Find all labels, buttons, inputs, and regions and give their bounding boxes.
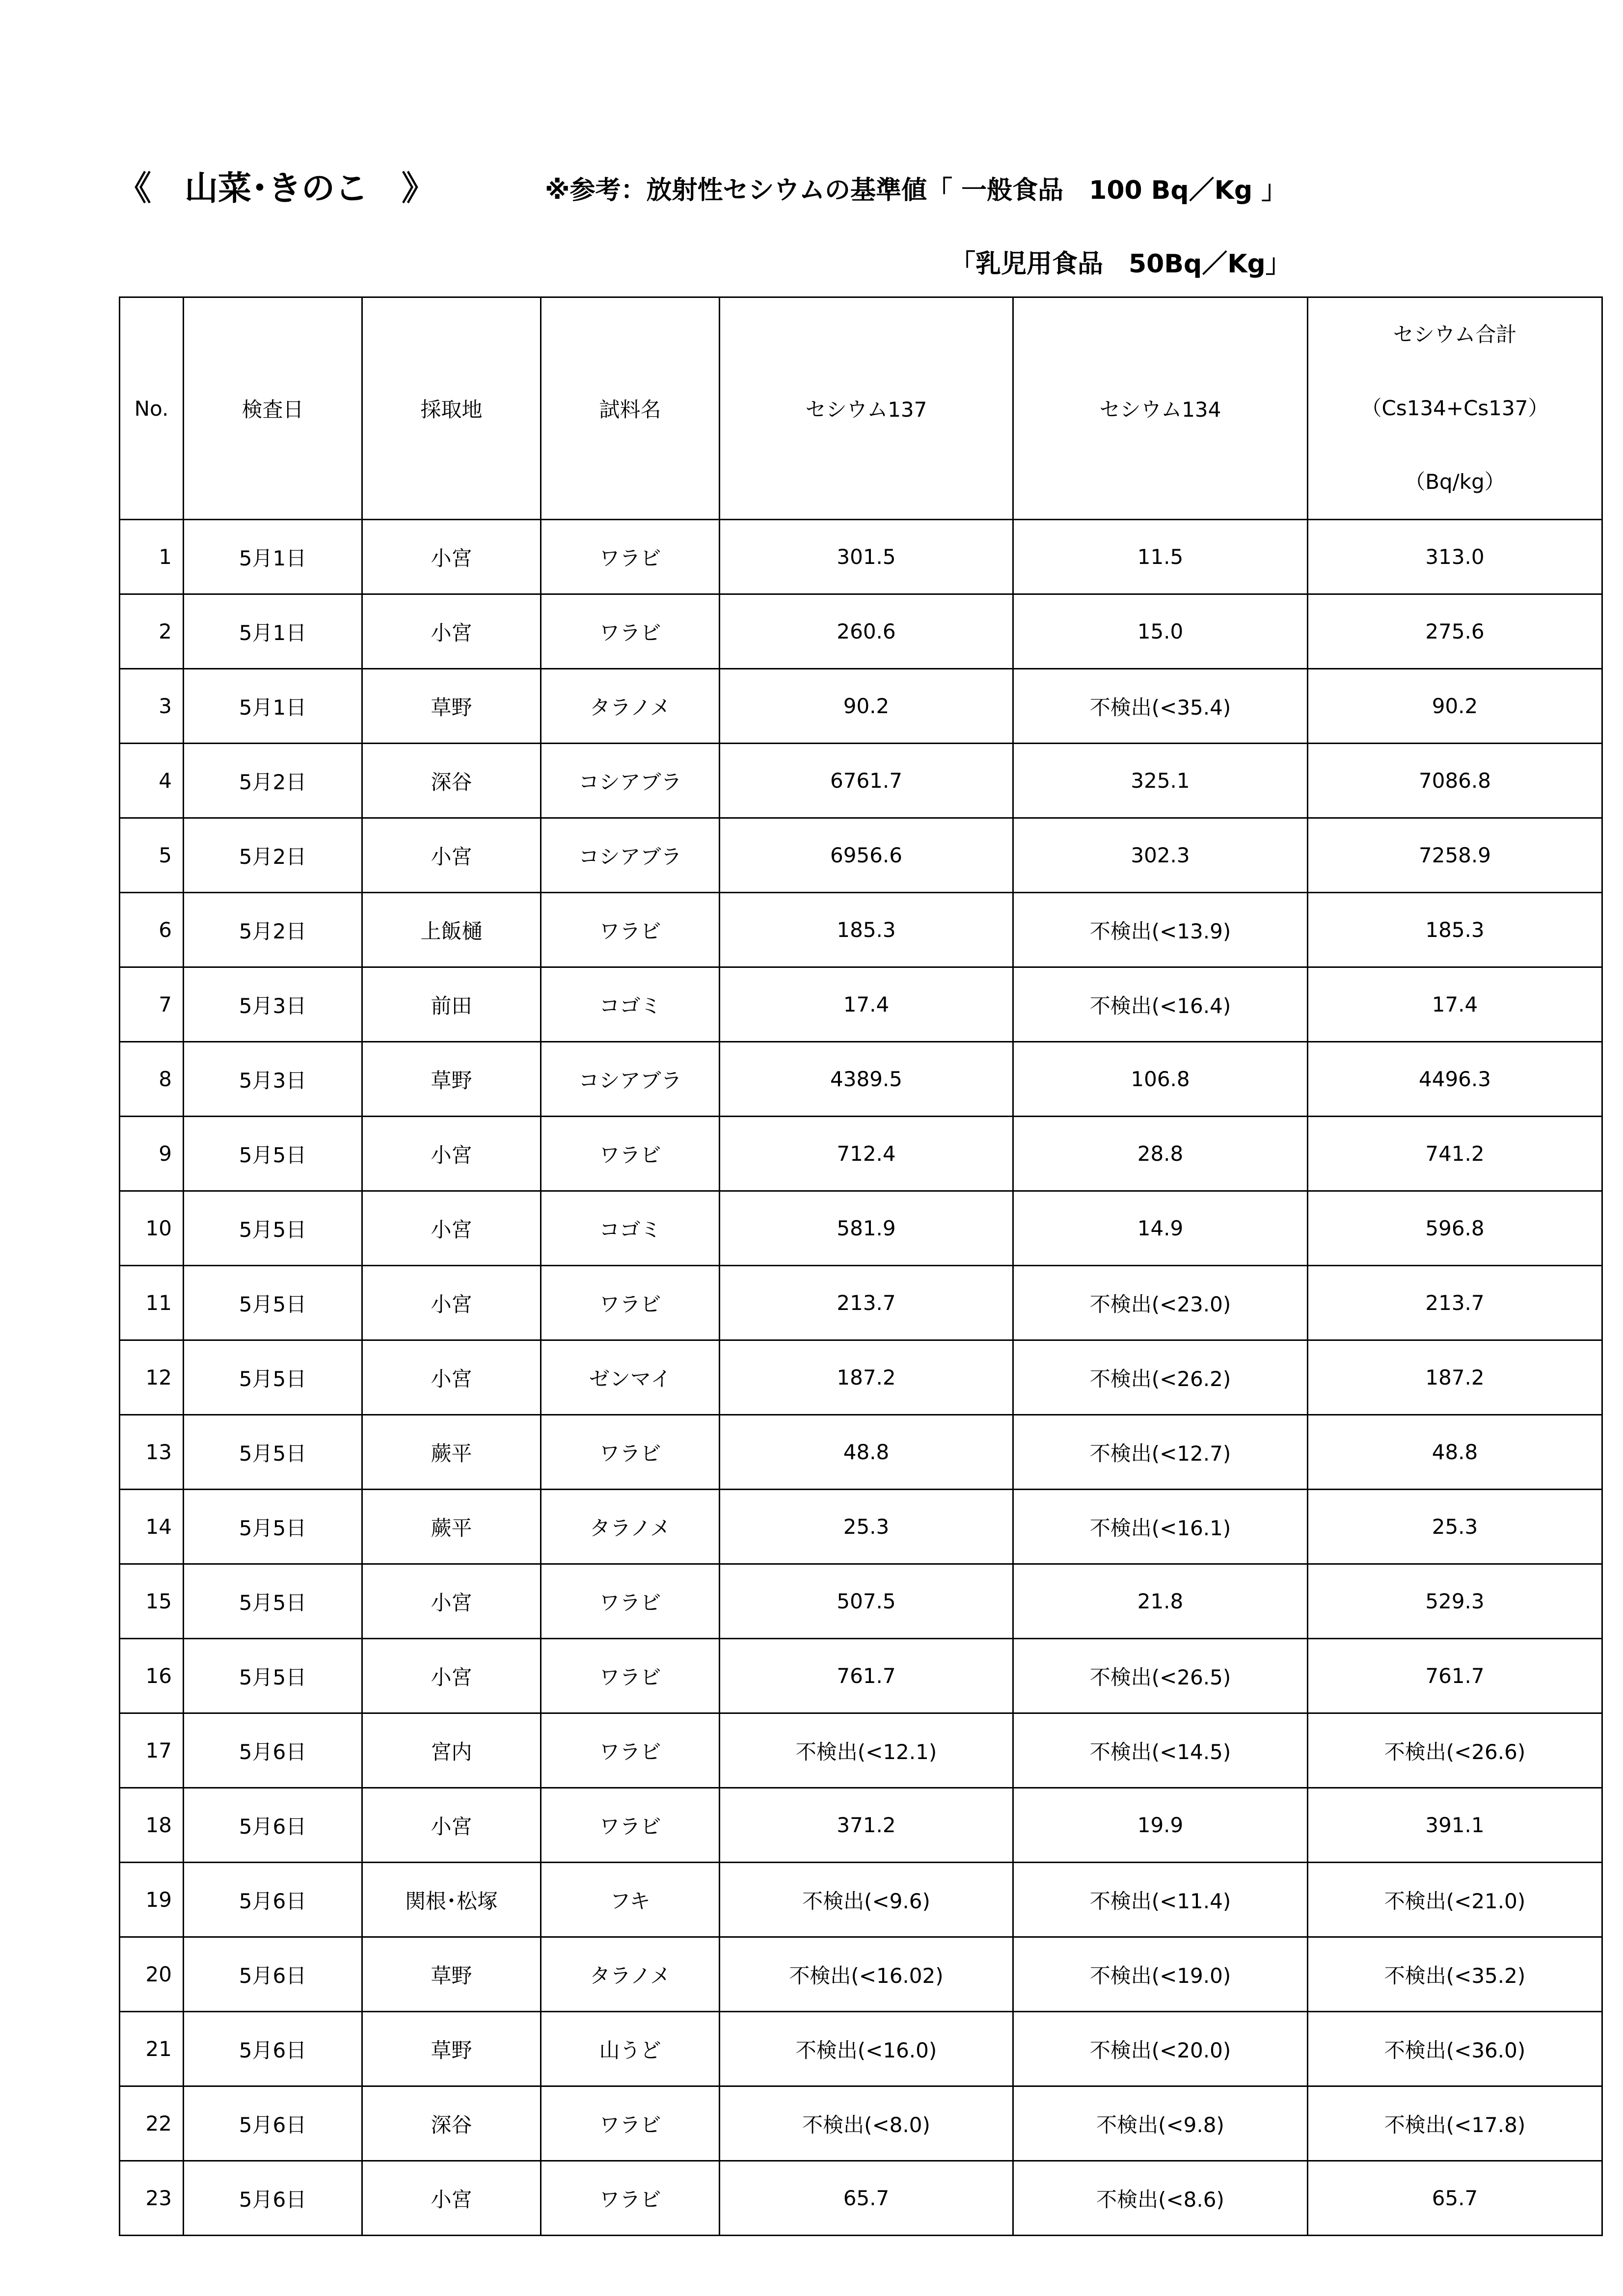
cell-date: 5月5日	[184, 1490, 362, 1564]
cell-location: 蕨平	[362, 1490, 541, 1564]
cell-sample: ワラビ	[541, 1266, 720, 1340]
cell-date: 5月5日	[184, 1415, 362, 1490]
header-no: No.	[120, 297, 184, 520]
cell-cs134: 28.8	[1013, 1117, 1308, 1191]
cell-sample: タラノメ	[541, 1937, 720, 2012]
cell-total: 不検出(<36.0)	[1308, 2012, 1602, 2086]
cell-no: 16	[120, 1639, 184, 1713]
cell-cs134: 不検出(<9.8)	[1013, 2086, 1308, 2161]
cell-no: 15	[120, 1564, 184, 1639]
cell-sample: コシアブラ	[541, 818, 720, 893]
cell-cs134: 不検出(<35.4)	[1013, 669, 1308, 744]
cell-location: 小宮	[362, 1564, 541, 1639]
cell-sample: タラノメ	[541, 1490, 720, 1564]
cell-date: 5月5日	[184, 1639, 362, 1713]
cell-no: 7	[120, 967, 184, 1042]
cell-no: 9	[120, 1117, 184, 1191]
cell-location: 草野	[362, 1042, 541, 1117]
cesium-results-table	[119, 296, 1603, 2236]
cell-cs134: 11.5	[1013, 520, 1308, 594]
cell-date: 5月6日	[184, 1713, 362, 1788]
cell-cs134: 302.3	[1013, 818, 1308, 893]
cell-total: 275.6	[1308, 594, 1602, 669]
cell-no: 20	[120, 1937, 184, 2012]
cell-cs134: 19.9	[1013, 1788, 1308, 1863]
cell-date: 5月1日	[184, 594, 362, 669]
cell-date: 5月6日	[184, 2161, 362, 2236]
cell-no: 10	[120, 1191, 184, 1266]
cell-cs137: 90.2	[720, 669, 1013, 744]
cell-location: 上飯樋	[362, 893, 541, 967]
cell-date: 5月2日	[184, 744, 362, 818]
cell-sample: コシアブラ	[541, 744, 720, 818]
cell-total: 596.8	[1308, 1191, 1602, 1266]
cell-total: 761.7	[1308, 1639, 1602, 1713]
cell-cs137: 712.4	[720, 1117, 1013, 1191]
cell-sample: ワラビ	[541, 520, 720, 594]
reference-note-infant: 「乳児用食品 50Bq／Kg」	[950, 249, 1291, 279]
cell-no: 23	[120, 2161, 184, 2236]
cell-date: 5月5日	[184, 1117, 362, 1191]
cell-location: 草野	[362, 1937, 541, 2012]
cell-date: 5月2日	[184, 893, 362, 967]
cell-date: 5月5日	[184, 1266, 362, 1340]
cell-total: 不検出(<26.6)	[1308, 1713, 1602, 1788]
cell-no: 6	[120, 893, 184, 967]
cell-total: 213.7	[1308, 1266, 1602, 1340]
header-location: 採取地	[362, 297, 541, 520]
cell-sample: ワラビ	[541, 1788, 720, 1863]
cell-cs134: 不検出(<19.0)	[1013, 1937, 1308, 2012]
cell-sample: ワラビ	[541, 2161, 720, 2236]
cell-date: 5月6日	[184, 1863, 362, 1937]
cell-no: 5	[120, 818, 184, 893]
table-row	[120, 1340, 1602, 1415]
cell-location: 関根･松塚	[362, 1863, 541, 1937]
cell-sample: ゼンマイ	[541, 1340, 720, 1415]
cell-date: 5月1日	[184, 669, 362, 744]
cell-cs137: 65.7	[720, 2161, 1013, 2236]
cell-cs134: 15.0	[1013, 594, 1308, 669]
cell-total: 25.3	[1308, 1490, 1602, 1564]
cell-cs137: 不検出(<16.0)	[720, 2012, 1013, 2086]
cell-no: 11	[120, 1266, 184, 1340]
page-title: 《 山菜･きのこ 》	[118, 169, 435, 208]
cell-total: 185.3	[1308, 893, 1602, 967]
cell-total: 313.0	[1308, 520, 1602, 594]
cell-date: 5月6日	[184, 1937, 362, 2012]
header-date: 検査日	[184, 297, 362, 520]
table-row	[120, 1117, 1602, 1191]
cell-cs137: 不検出(<9.6)	[720, 1863, 1013, 1937]
cell-cs137: 6761.7	[720, 744, 1013, 818]
cell-cs137: 不検出(<16.02)	[720, 1937, 1013, 2012]
cell-total: 7086.8	[1308, 744, 1602, 818]
cell-cs134: 21.8	[1013, 1564, 1308, 1639]
table-row	[120, 1937, 1602, 2012]
cell-date: 5月5日	[184, 1564, 362, 1639]
cell-cs137: 187.2	[720, 1340, 1013, 1415]
cell-sample: ワラビ	[541, 1639, 720, 1713]
table-row	[120, 1490, 1602, 1564]
cell-sample: タラノメ	[541, 669, 720, 744]
cell-total: 4496.3	[1308, 1042, 1602, 1117]
table-row	[120, 1863, 1602, 1937]
cell-sample: 山うど	[541, 2012, 720, 2086]
cell-no: 13	[120, 1415, 184, 1490]
cell-cs137: 581.9	[720, 1191, 1013, 1266]
cell-date: 5月5日	[184, 1191, 362, 1266]
cell-cs137: 260.6	[720, 594, 1013, 669]
table-row	[120, 1266, 1602, 1340]
table-row	[120, 818, 1602, 893]
cell-location: 草野	[362, 669, 541, 744]
table-row	[120, 1191, 1602, 1266]
table-row	[120, 893, 1602, 967]
cell-total: 65.7	[1308, 2161, 1602, 2236]
cell-location: 小宮	[362, 594, 541, 669]
header-total	[1308, 297, 1602, 520]
cell-location: 小宮	[362, 520, 541, 594]
cell-sample: フキ	[541, 1863, 720, 1937]
header-total-line1: セシウム合計	[1393, 322, 1517, 347]
cell-total: 不検出(<35.2)	[1308, 1937, 1602, 2012]
cell-date: 5月6日	[184, 2012, 362, 2086]
table-row	[120, 2086, 1602, 2161]
cell-cs134: 不検出(<20.0)	[1013, 2012, 1308, 2086]
cell-cs134: 不検出(<12.7)	[1013, 1415, 1308, 1490]
cell-cs137: 4389.5	[720, 1042, 1013, 1117]
cell-total: 不検出(<17.8)	[1308, 2086, 1602, 2161]
cell-cs137: 761.7	[720, 1639, 1013, 1713]
cell-sample: ワラビ	[541, 1117, 720, 1191]
table-row	[120, 1788, 1602, 1863]
cell-cs137: 25.3	[720, 1490, 1013, 1564]
cell-cs134: 14.9	[1013, 1191, 1308, 1266]
cell-cs134: 不検出(<16.4)	[1013, 967, 1308, 1042]
cell-cs134: 不検出(<8.6)	[1013, 2161, 1308, 2236]
cell-location: 小宮	[362, 2161, 541, 2236]
table-row	[120, 669, 1602, 744]
cell-no: 4	[120, 744, 184, 818]
cell-sample: コゴミ	[541, 967, 720, 1042]
cell-location: 蕨平	[362, 1415, 541, 1490]
cell-no: 18	[120, 1788, 184, 1863]
reference-note-general: ※参考：放射性セシウムの基準値「 一般食品 100 Bq／Kg 」	[545, 176, 1287, 205]
cell-sample: ワラビ	[541, 1415, 720, 1490]
cell-location: 前田	[362, 967, 541, 1042]
table-row	[120, 2012, 1602, 2086]
cell-sample: コゴミ	[541, 1191, 720, 1266]
cell-no: 22	[120, 2086, 184, 2161]
table-row	[120, 1415, 1602, 1490]
cell-no: 12	[120, 1340, 184, 1415]
cell-cs134: 不検出(<14.5)	[1013, 1713, 1308, 1788]
cell-cs134: 不検出(<16.1)	[1013, 1490, 1308, 1564]
cell-total: 7258.9	[1308, 818, 1602, 893]
cell-total: 187.2	[1308, 1340, 1602, 1415]
cell-location: 小宮	[362, 1266, 541, 1340]
cell-no: 3	[120, 669, 184, 744]
cell-cs137: 185.3	[720, 893, 1013, 967]
cell-location: 宮内	[362, 1713, 541, 1788]
cell-sample: コシアブラ	[541, 1042, 720, 1117]
table-row	[120, 967, 1602, 1042]
cell-location: 小宮	[362, 818, 541, 893]
table-row	[120, 1639, 1602, 1713]
cell-cs137: 301.5	[720, 520, 1013, 594]
cell-total: 17.4	[1308, 967, 1602, 1042]
cell-cs137: 不検出(<12.1)	[720, 1713, 1013, 1788]
cell-total: 不検出(<21.0)	[1308, 1863, 1602, 1937]
cell-sample: ワラビ	[541, 2086, 720, 2161]
cell-cs137: 507.5	[720, 1564, 1013, 1639]
header-total-line2: （Cs134+Cs137）	[1361, 396, 1549, 420]
cell-cs134: 不検出(<11.4)	[1013, 1863, 1308, 1937]
table-row	[120, 744, 1602, 818]
header-total-line3: （Bq/kg）	[1405, 470, 1505, 494]
cell-no: 21	[120, 2012, 184, 2086]
header-cs134: セシウム134	[1013, 297, 1308, 520]
header-cs137: セシウム137	[720, 297, 1013, 520]
cell-no: 19	[120, 1863, 184, 1937]
cell-cs134: 106.8	[1013, 1042, 1308, 1117]
table-row	[120, 1713, 1602, 1788]
cell-total: 391.1	[1308, 1788, 1602, 1863]
cell-sample: ワラビ	[541, 893, 720, 967]
cell-location: 小宮	[362, 1788, 541, 1863]
cell-cs137: 371.2	[720, 1788, 1013, 1863]
cell-cs134: 不検出(<26.2)	[1013, 1340, 1308, 1415]
cell-cs134: 不検出(<23.0)	[1013, 1266, 1308, 1340]
cell-no: 2	[120, 594, 184, 669]
table-row	[120, 594, 1602, 669]
cell-location: 小宮	[362, 1191, 541, 1266]
cell-date: 5月2日	[184, 818, 362, 893]
cell-location: 小宮	[362, 1117, 541, 1191]
cell-cs134: 不検出(<13.9)	[1013, 893, 1308, 967]
cell-total: 48.8	[1308, 1415, 1602, 1490]
cell-location: 草野	[362, 2012, 541, 2086]
table-row	[120, 1564, 1602, 1639]
cell-no: 1	[120, 520, 184, 594]
cell-sample: ワラビ	[541, 1564, 720, 1639]
table-row	[120, 2161, 1602, 2236]
cell-date: 5月1日	[184, 520, 362, 594]
cell-total: 529.3	[1308, 1564, 1602, 1639]
cell-location: 小宮	[362, 1639, 541, 1713]
cell-date: 5月5日	[184, 1340, 362, 1415]
cell-date: 5月6日	[184, 1788, 362, 1863]
cell-no: 14	[120, 1490, 184, 1564]
cell-sample: ワラビ	[541, 1713, 720, 1788]
cell-cs137: 17.4	[720, 967, 1013, 1042]
table-row	[120, 1042, 1602, 1117]
cell-cs137: 不検出(<8.0)	[720, 2086, 1013, 2161]
table-row	[120, 520, 1602, 594]
cell-no: 17	[120, 1713, 184, 1788]
cell-cs137: 6956.6	[720, 818, 1013, 893]
cell-total: 741.2	[1308, 1117, 1602, 1191]
cell-no: 8	[120, 1042, 184, 1117]
cell-date: 5月3日	[184, 1042, 362, 1117]
cell-location: 深谷	[362, 744, 541, 818]
cell-date: 5月6日	[184, 2086, 362, 2161]
cell-cs134: 不検出(<26.5)	[1013, 1639, 1308, 1713]
header-sample: 試料名	[541, 297, 720, 520]
cell-location: 小宮	[362, 1340, 541, 1415]
cell-cs134: 325.1	[1013, 744, 1308, 818]
cell-cs137: 48.8	[720, 1415, 1013, 1490]
cell-date: 5月3日	[184, 967, 362, 1042]
cell-cs137: 213.7	[720, 1266, 1013, 1340]
cell-sample: ワラビ	[541, 594, 720, 669]
table-header-row	[120, 297, 1602, 520]
cell-location: 深谷	[362, 2086, 541, 2161]
cell-total: 90.2	[1308, 669, 1602, 744]
